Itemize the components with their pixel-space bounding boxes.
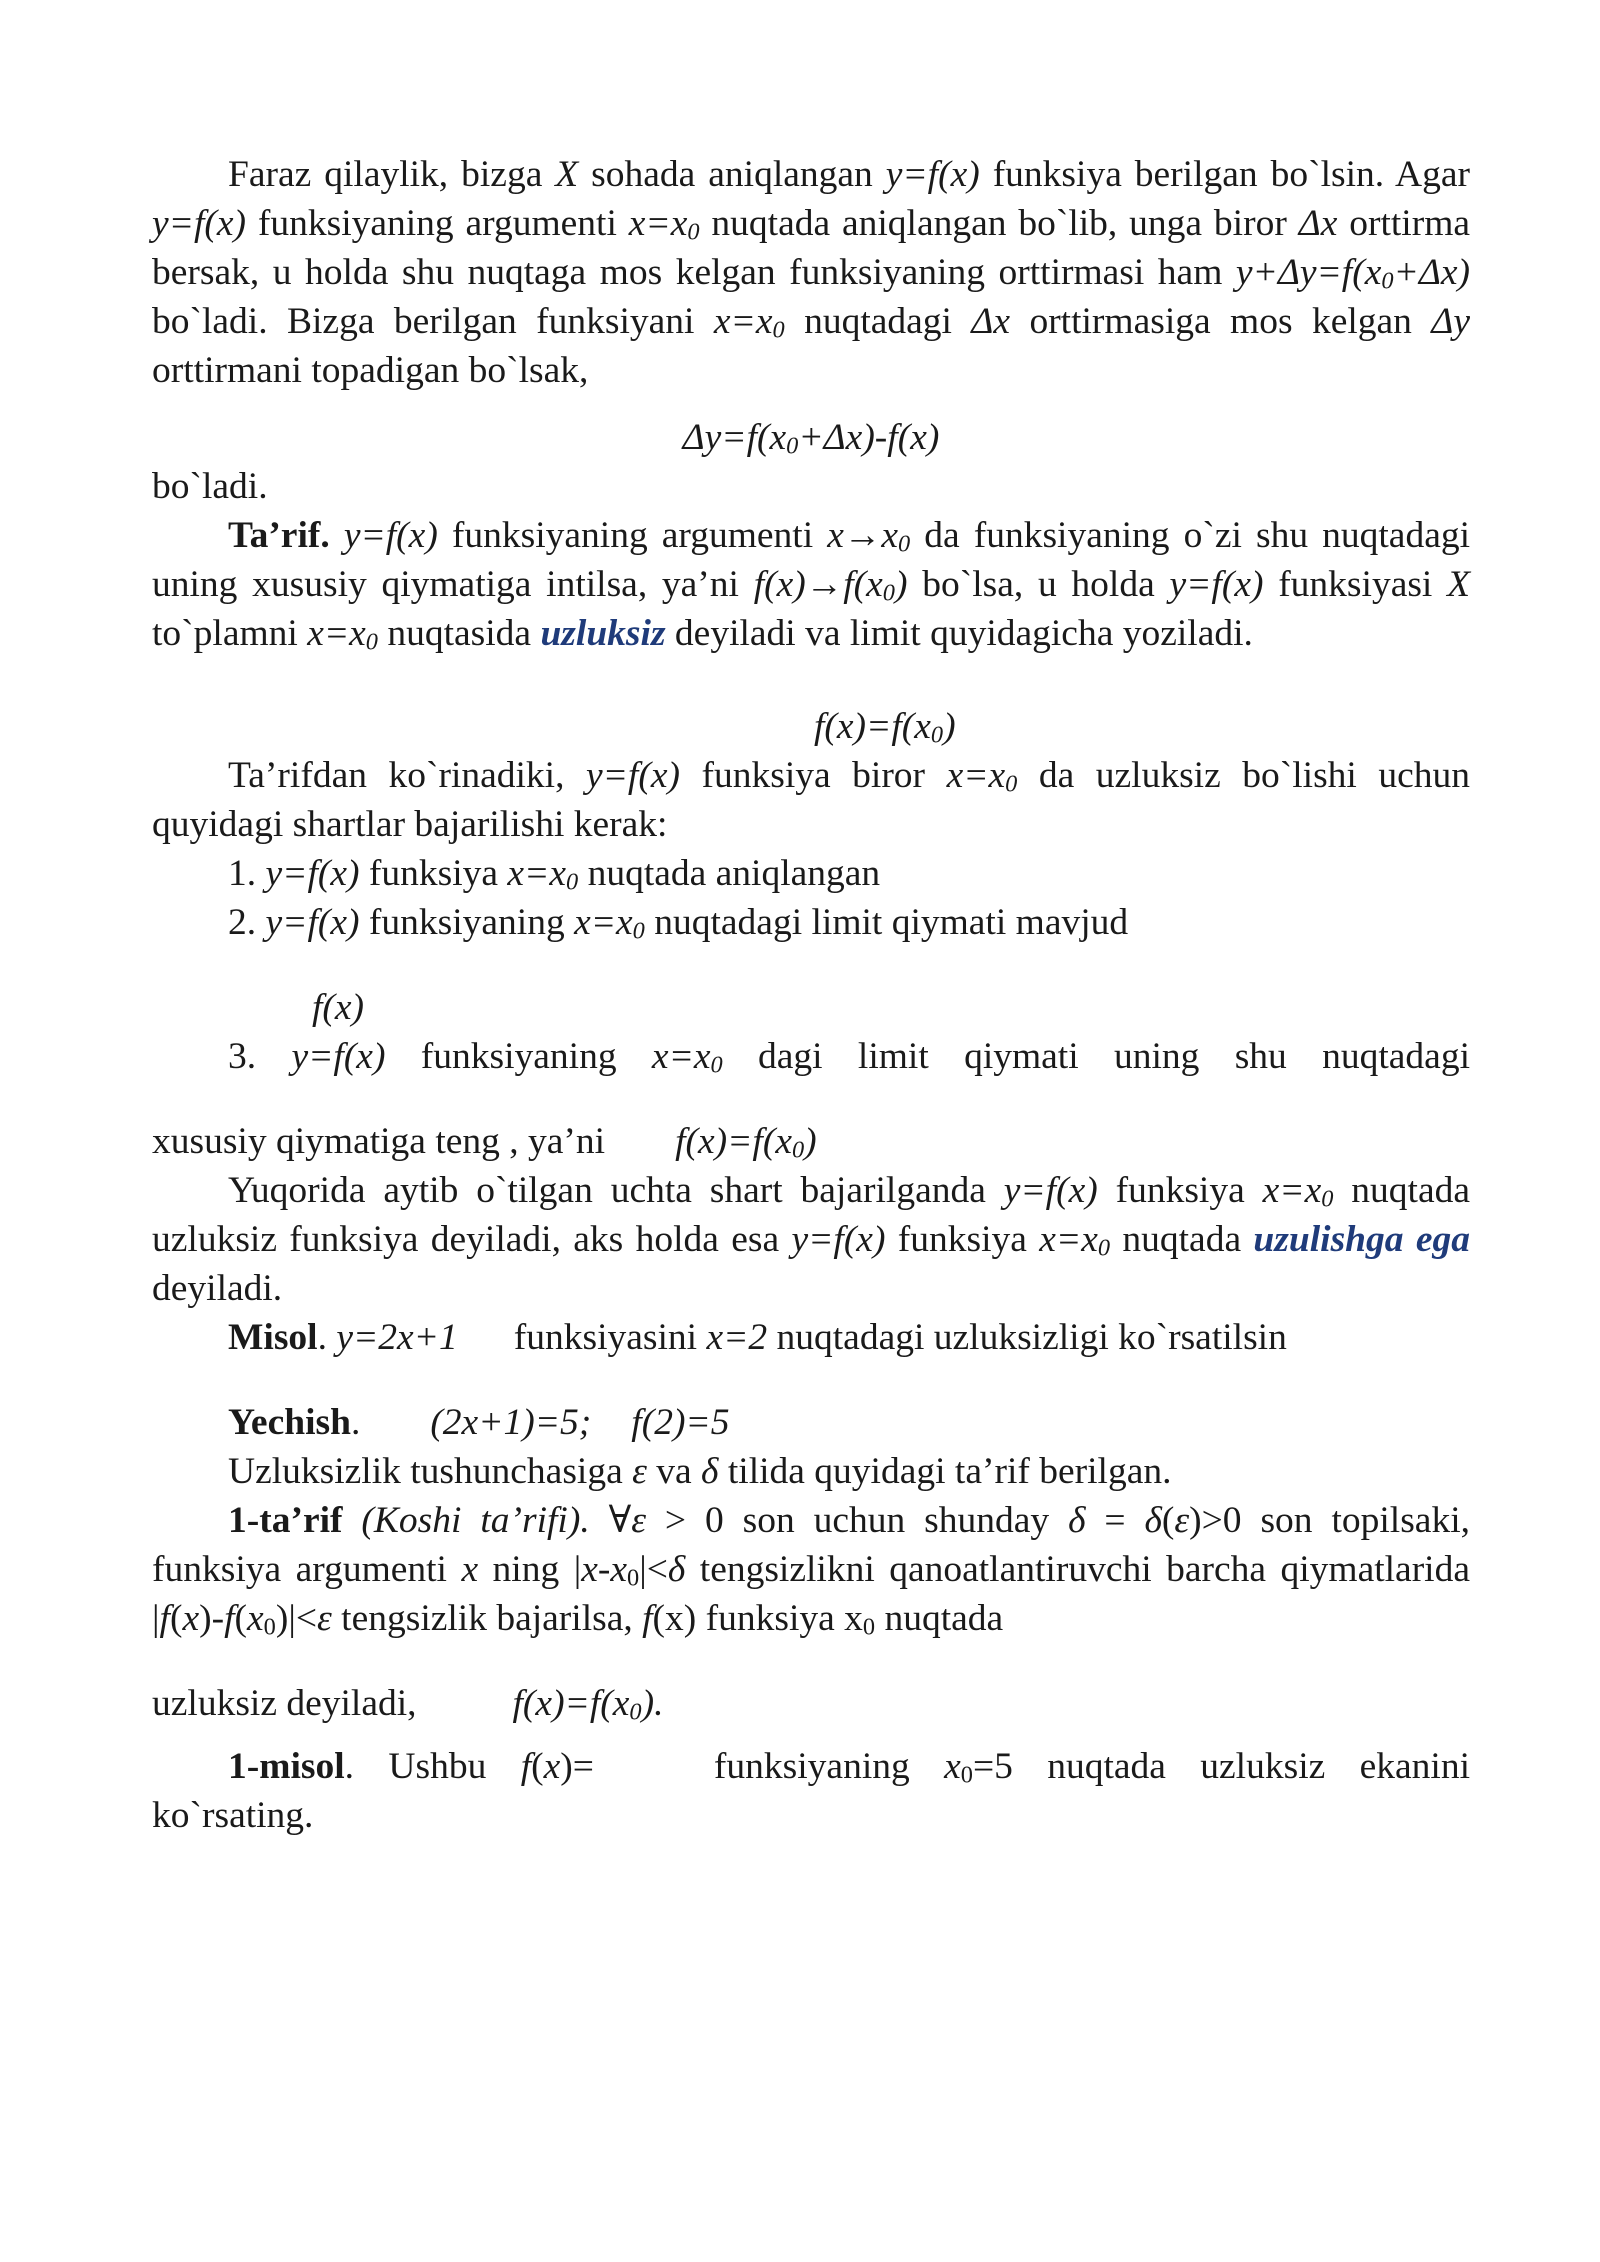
text: sohada aniqlangan	[578, 154, 886, 195]
text: Ta’rifdan ko`rinadiki,	[228, 755, 586, 796]
formula: $x=x_0$	[307, 613, 378, 656]
text: funksiya berilgan bo`lsin. Agar	[979, 154, 1470, 195]
cauchy-definition: 1-ta’rif (Koshi ta’rifi). ∀ε > 0 son uchun shunday δ = δ(ε)>0 son topilsaki, funksiya argumenti x ning $|x-x_0|<\delta$ tengsizlikni qanoatlantiruvchi barcha qiymatlarida $|f(x)-f(x_0)|<\varepsilon$ tengsizlik bajarilsa, f(x) funksiya $x_0$ nuqtada	[152, 1500, 1470, 1641]
formula: y=f(x)	[585, 755, 680, 796]
text: deyiladi va limit quyidagicha yoziladi.	[665, 613, 1253, 654]
text: nuqtada aniqlangan bo`lib, unga biror	[699, 203, 1299, 244]
condition-3-cont: xususiy qiymatiga teng , ya’ni $f(x)=f(x_0)$	[152, 1121, 817, 1164]
formula: $x=x_0$	[946, 755, 1018, 798]
formula-fx: f(x)	[312, 987, 365, 1028]
text: orttirmasiga mos kelgan	[1010, 301, 1432, 342]
formula-continuity: $f(x)=f(x_0)$	[814, 706, 956, 749]
text: funksiya biror	[679, 755, 947, 796]
formula: $x=x_0$	[628, 203, 700, 246]
formula: $x\to x_0$	[827, 515, 911, 558]
definition-paragraph	[152, 511, 1470, 658]
text: bo`ladi. Bizga berilgan funksiyani	[152, 301, 714, 342]
text: bo`lsa, u holda	[907, 564, 1170, 605]
formula: $y+\Delta y=f(x_0+\Delta x)$	[1235, 252, 1470, 295]
term-uzluksiz: uzluksiz	[540, 613, 666, 654]
formula-increment: $\Delta y=f(x_0+\Delta x)-f(x)$	[682, 417, 940, 460]
text: orttirma bersak, u holda shu nuqtaga mos kelgan funksiyaning orttirmasi ham	[152, 203, 1471, 293]
formula: Δy	[1431, 301, 1470, 342]
conditions-intro	[152, 751, 1470, 849]
text: funksiyasi	[1263, 564, 1448, 605]
intro-paragraph	[152, 150, 1470, 395]
formula: y=f(x)	[343, 515, 438, 556]
formula: y=f(x)	[152, 203, 246, 244]
text: orttirmani topadigan bo`lsak,	[152, 350, 589, 391]
document-page	[152, 150, 1470, 1840]
text: funksiyaning argumenti	[246, 203, 629, 244]
formula: Δx	[1298, 203, 1338, 244]
text: nuqtadagi	[784, 301, 972, 342]
formula: $f(x)\to f(x_0)$	[753, 564, 908, 607]
text-boladi: bo`ladi.	[152, 466, 268, 507]
solution-label: Yechish	[228, 1402, 351, 1443]
cauchy-conclusion: uzluksiz deyiladi, $f(x)=f(x_0)$.	[152, 1683, 664, 1726]
formula: $x=x_0$	[713, 301, 785, 344]
formula: y=f(x)	[1169, 564, 1264, 605]
cauchy-label: 1-ta’rif	[228, 1500, 343, 1541]
conclusion-paragraph: Yuqorida aytib o`tilgan uchta shart bajarilganda y=f(x) funksiya $x=x_0$ nuqtada uzluksiz funksiya deyiladi, aks holda esa y=f(x) funksiya $x=x_0$ nuqtada uzulishga ega deyiladi.	[152, 1170, 1470, 1309]
formula: Δx	[971, 301, 1011, 342]
definition-label: Ta’rif.	[228, 515, 330, 556]
solution-paragraph: Yechish. (2x+1)=5; f(2)=5	[228, 1402, 730, 1443]
example-1-label: 1-misol	[228, 1746, 345, 1787]
example-1-paragraph: 1-misol. Ushbu f(x)= funksiyaning $x_0=5$ nuqtada uzluksiz ekanini ko`rsating.	[152, 1746, 1470, 1836]
condition-1: 1. y=f(x) funksiya $x=x_0$ nuqtada aniqlangan	[228, 853, 881, 896]
condition-3: 3. y=f(x) funksiyaning $x=x_0$ dagi limit qiymati uning shu nuqtadagi	[228, 1036, 1470, 1079]
text: funksiyaning argumenti	[437, 515, 828, 556]
condition-2: 2. y=f(x) funksiyaning $x=x_0$ nuqtadagi limit qiymati mavjud	[228, 902, 1129, 945]
example-label: Misol	[228, 1317, 318, 1358]
text: da uzluksiz bo`lishi uchun quyidagi shartlar bajarilishi kerak:	[152, 755, 1470, 845]
epsilon-delta-intro: Uzluksizlik tushunchasiga ε va δ tilida quyidagi ta’rif berilgan.	[228, 1451, 1172, 1492]
example-paragraph: Misol. y=2x+1 funksiyasini x=2 nuqtadagi uzluksizligi ko`rsatilsin	[228, 1317, 1287, 1358]
term-uzulishga-ega: uzulishga ega	[1253, 1219, 1470, 1260]
set-symbol: X	[555, 154, 579, 195]
set-symbol: X	[1447, 564, 1470, 605]
text: to`plamni	[152, 613, 308, 654]
formula: y=f(x)	[885, 154, 980, 195]
text: da funksiyaning o`zi shu nuqtadagi uning xususiy qiymatiga intilsa, ya’ni	[152, 515, 1471, 605]
text: nuqtasida	[377, 613, 541, 654]
text: Faraz qilaylik, bizga	[228, 154, 556, 195]
